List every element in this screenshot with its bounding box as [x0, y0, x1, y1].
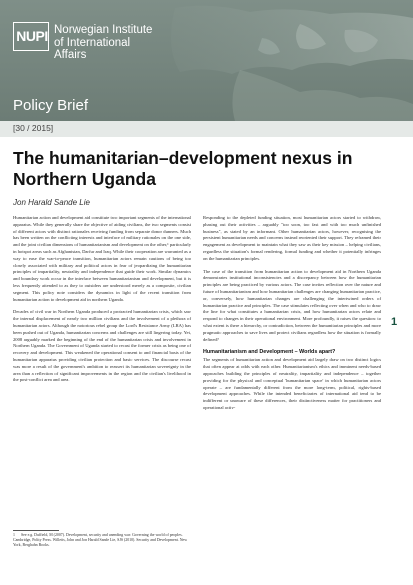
- header-banner: [0, 0, 413, 121]
- nupi-logo: [13, 22, 49, 51]
- body-paragraph: Responding to the depleted funding situation, most humanitarian actors started to withdraw, phasing out their activities – arguably "too soon, too fast and with too much unfinished business", as stated by an informant. Other humanitarian actors, however, recognising the persistent humanitarian needs and concerns instead reoriented their support. They reframed their engagement as development to maintain what they saw as their key mission – helping civilians, regardless the situation's formal rendering, formal funding and whether it potentially infringes on the humanitarian principles.: [203, 215, 381, 261]
- footnote-text: See e.g. Duffield, M (2007). Development, security and unending war: Governing the world of peoples. Cambridge, Polity Press. Willetts, John and Jon Harald Sande Lie, SJS (2010). Security and Development. New York, Berghahn Books.: [13, 533, 188, 548]
- author-name: Jon Harald Sande Lie: [13, 198, 90, 207]
- page-number: 1: [391, 316, 398, 328]
- org-name-line: Norwegian Institute: [54, 24, 153, 36]
- footnote-divider: [13, 530, 59, 531]
- footnote: [13, 533, 191, 548]
- org-name-line: of International: [54, 36, 131, 49]
- footnote-number: 1: [13, 533, 15, 537]
- body-paragraph: Decades of civil war in Northern Uganda produced a protracted humanitarian crisis, which saw the internal displacement of nearly two million civilians and the involvement of a plethora of humanitarian actors. Although the notorious rebel group the Lord's Resistance Army (LRA) has been pushed out of Uganda, humanitarian concerns and challenges are still lingering today. Yet, 2008 arguably marked the beginning of the end of the humanitarian crisis and involvement in Northern Uganda. The Government of Uganda started to recast the former crisis as being one of recovery and development. This weakened the operational consent to and financial basis of the humanitarian apparatus providing civilian protection and basic services. The discourse recast was more a result of the government's ambition to reassert its humanitarian sovereignty in the area than a reflection of significant improvements in the region and the civilian's livelihood in the post-conflict area and area.: [13, 309, 191, 383]
- issue-strip: [0, 121, 413, 137]
- organization-name: [54, 24, 194, 62]
- body-paragraph: Humanitarian action and development aid constitute two important segments of the international apparatus. While they generally share the objective of aiding civilians, the two segments consist of different actors with distinct rationales receiving funding from separate donor dunners. Much has been written on the conflicting interests and interface of military rationales on the one side, and the joint civilian dimensions of humanitarianism and development on the other,¹ particularly in hotspot areas such as Afghanistan, Darfur and Iraq. While their cooperation are warranted as a way to ease the war-to-peace transition, humanitarian actors remain cautions of being too closely associated with military and political actors in fear of jeopardizing the humanitarian principles of impartiality, neutrality and independence that guide their work. Similar dynamics and boundary work occur in the interface between humanitarianism and development, but it is less frequently attended to as they to outsiders are understood merely as a composite, civilian segment. This policy note considers the dynamics in light of the recent transition from humanitarian action to development aid in northern Uganda.: [13, 215, 191, 302]
- logo-text: NUPI: [16, 28, 48, 44]
- brief-type-label: Policy Brief: [13, 97, 89, 114]
- org-name-line: Affairs: [54, 49, 87, 61]
- body-column-left: [13, 215, 191, 390]
- page-title: The humanitarian–development nexus in Northern Uganda: [13, 148, 353, 189]
- body-column-right: [203, 215, 381, 418]
- body-paragraph: The segments of humanitarian action and development aid largely draw on two distinct logics that often appear at odds with each other. Humanitarianism's ethics and imminent needs-based approaches building the principles of neutrality, impartiality and independence – together providing for the physical and conceptual 'humanitarian space' in which humanitarian actors operate – are fundamentally different from the more long-term, political, rights-based development approaches. While the intended beneficiaries of international aid tend to be indifferent or unaware of these differences, their distinctiveness matter for practitioners and operational activ-: [203, 357, 381, 410]
- section-heading: Humanitarianism and Development – Worlds apart?: [203, 349, 336, 356]
- body-paragraph: The case of the transition from humanitarian action to development aid in Northern Uganda demonstrates institutional inconsistencies and a discrepancy between how the humanitarian principles are being practiced by various actors. The case invites reflection over the nature and future of humanitarianism and how humanitarian challenges are changing humanitarian practice, or, conversely, how humanitarian changes are challenging the intertwined orders of humanitarian practice and principles. The case stimulates reflecting over when and who to draw the line for what constitutes a humanitarian crisis, and how humanitarian actors relate and respond to changes in their operational environment. More profoundly, it raises the question: to what extent is there a hierarchy, or contradiction, between the humanitarian principles and more pragmatic approaches to save lives and protect civilians regardless how the situation is formally defined?: [203, 268, 381, 342]
- issue-number: [30 / 2015]: [13, 123, 54, 133]
